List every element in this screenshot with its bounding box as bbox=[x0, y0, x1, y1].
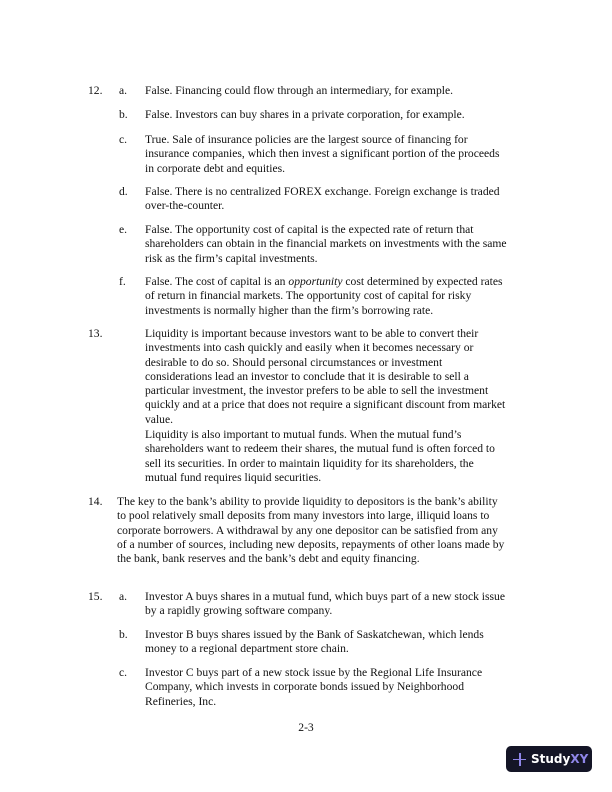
text-line bbox=[145, 199, 565, 213]
text-segment: particular investment, the investor prefers to be able to sell the investment bbox=[145, 384, 489, 398]
text-line bbox=[145, 327, 565, 341]
text-line bbox=[145, 341, 565, 355]
text-line bbox=[145, 370, 565, 384]
logo-text: Study bbox=[531, 752, 571, 766]
text-line bbox=[145, 642, 565, 656]
text-line bbox=[145, 471, 565, 485]
text-segment: quickly and at a price that does not require a significant discount from market bbox=[145, 398, 506, 412]
part-letter: d. bbox=[119, 185, 128, 198]
question-number: 14. bbox=[88, 495, 103, 508]
answer-paragraph bbox=[145, 327, 565, 427]
text-segment: investments into cash quickly and easily when it becomes necessary or bbox=[145, 341, 474, 355]
part-letter: e. bbox=[119, 223, 128, 236]
text-line bbox=[145, 457, 565, 471]
part-letter: c. bbox=[119, 133, 128, 146]
text-segment: to pool relatively small deposits from many investors into large, illiquid loans to bbox=[117, 509, 490, 523]
text-segment: True. Sale of insurance policies are the largest source of financing for bbox=[145, 133, 468, 146]
text-line bbox=[117, 538, 567, 552]
text-segment: mutual fund requires liquid securities. bbox=[145, 470, 322, 484]
text-segment: over-the-counter. bbox=[145, 199, 225, 213]
plus-icon bbox=[513, 753, 526, 766]
text-line bbox=[145, 304, 565, 318]
logo-text-accent: XY bbox=[570, 752, 589, 766]
text-line bbox=[145, 384, 565, 398]
answer-paragraph bbox=[145, 666, 565, 709]
text-segment: Liquidity is important because investors want to be able to convert their bbox=[145, 327, 479, 340]
text-segment: False. The cost of capital is an bbox=[145, 275, 289, 288]
text-segment: corporate borrowers. A withdrawal by any one depositor can be satisfied from any bbox=[117, 523, 498, 537]
text-segment: of a number of sources, including new deposits, repayments of other loans made by bbox=[117, 537, 505, 551]
text-segment: shareholders can obtain in the financial markets on investments with the same bbox=[145, 237, 507, 251]
answer-paragraph bbox=[145, 590, 565, 619]
page-number: 2-3 bbox=[298, 721, 314, 734]
question-number: 12. bbox=[88, 84, 103, 97]
part-letter: c. bbox=[119, 666, 128, 679]
text-segment: Investor C buys part of a new stock issue by the Regional Life Insurance bbox=[145, 666, 483, 679]
text-line bbox=[145, 356, 565, 370]
text-line bbox=[145, 108, 565, 122]
text-line bbox=[145, 442, 565, 456]
text-segment: cost determined by expected rates bbox=[342, 275, 503, 288]
text-line bbox=[145, 147, 565, 161]
text-segment: sell its securities. In order to maintain liquidity for its shareholders, the bbox=[145, 456, 474, 470]
text-line bbox=[145, 428, 565, 442]
question-number: 15. bbox=[88, 590, 103, 603]
text-segment: insurance companies, which then invest a significant portion of the proceeds bbox=[145, 147, 500, 161]
text-segment: False. Investors can buy shares in a private corporation, for example. bbox=[145, 108, 465, 121]
question-number: 13. bbox=[88, 327, 103, 340]
text-line bbox=[145, 604, 565, 618]
text-segment: False. The opportunity cost of capital is the expected rate of return that bbox=[145, 223, 474, 236]
text-segment: money to a regional department store chain. bbox=[145, 642, 349, 656]
text-line bbox=[117, 495, 567, 509]
text-segment: considerations lead an investor to conclude that it is desirable to sell a bbox=[145, 369, 469, 383]
text-segment: by a rapidly growing software company. bbox=[145, 604, 333, 618]
text-line bbox=[117, 509, 567, 523]
text-line bbox=[145, 162, 565, 176]
text-line bbox=[145, 252, 565, 266]
answer-paragraph bbox=[145, 185, 565, 214]
part-letter: b. bbox=[119, 108, 128, 121]
text-segment: Refineries, Inc. bbox=[145, 694, 217, 708]
text-segment: Liquidity is also important to mutual funds. When the mutual fund’s bbox=[145, 428, 462, 441]
text-segment: Investor A buys shares in a mutual fund, which buys part of a new stock issue bbox=[145, 590, 505, 603]
text-line bbox=[145, 289, 565, 303]
text-line bbox=[145, 275, 565, 289]
answer-paragraph bbox=[145, 428, 565, 485]
text-segment: shareholders want to redeem their shares, the mutual fund is often forced to bbox=[145, 442, 495, 456]
text-segment: False. Financing could flow through an intermediary, for example. bbox=[145, 84, 454, 97]
text-segment: of return in financial markets. The opportunity cost of capital for risky bbox=[145, 289, 472, 303]
text-line bbox=[145, 666, 565, 680]
answer-paragraph bbox=[145, 275, 565, 318]
answer-paragraph bbox=[117, 495, 567, 566]
text-segment: investments is normally higher than the firm’s borrowing rate. bbox=[145, 303, 434, 317]
text-line bbox=[145, 133, 565, 147]
text-segment: the bank, bank reserves and the bank’s debt and equity financing. bbox=[117, 552, 420, 566]
text-line bbox=[145, 413, 565, 427]
text-segment: desirable to do so. Should personal circumstances or investment bbox=[145, 355, 443, 369]
part-letter: a. bbox=[119, 84, 128, 97]
text-line bbox=[145, 84, 565, 98]
answer-paragraph bbox=[145, 84, 565, 98]
answer-paragraph bbox=[145, 628, 565, 657]
answer-paragraph bbox=[145, 223, 565, 266]
emphasis-text: opportunity bbox=[288, 275, 343, 288]
part-letter: f. bbox=[119, 275, 126, 288]
text-line bbox=[145, 185, 565, 199]
part-letter: a. bbox=[119, 590, 128, 603]
text-line bbox=[145, 695, 565, 709]
text-segment: in corporate debt and equities. bbox=[145, 161, 286, 175]
text-line bbox=[117, 524, 567, 538]
text-segment: value. bbox=[145, 412, 174, 426]
text-segment: risk as the firm’s capital investments. bbox=[145, 251, 318, 265]
text-line bbox=[145, 628, 565, 642]
text-line bbox=[145, 680, 565, 694]
text-segment: Company, which invests in corporate bonds issued by Neighborhood bbox=[145, 680, 464, 694]
text-line bbox=[145, 590, 565, 604]
text-line bbox=[117, 552, 567, 566]
answer-paragraph bbox=[145, 108, 565, 122]
text-segment: False. There is no centralized FOREX exchange. Foreign exchange is traded bbox=[145, 185, 500, 198]
text-line bbox=[145, 398, 565, 412]
answer-paragraph bbox=[145, 133, 565, 176]
part-letter: b. bbox=[119, 628, 128, 641]
studyxy-logo[interactable] bbox=[506, 746, 592, 772]
text-segment: Investor B buys shares issued by the Bank of Saskatchewan, which lends bbox=[145, 628, 484, 641]
text-line bbox=[145, 223, 565, 237]
text-segment: The key to the bank’s ability to provide liquidity to depositors is the bank’s ability bbox=[117, 495, 498, 508]
text-line bbox=[145, 237, 565, 251]
